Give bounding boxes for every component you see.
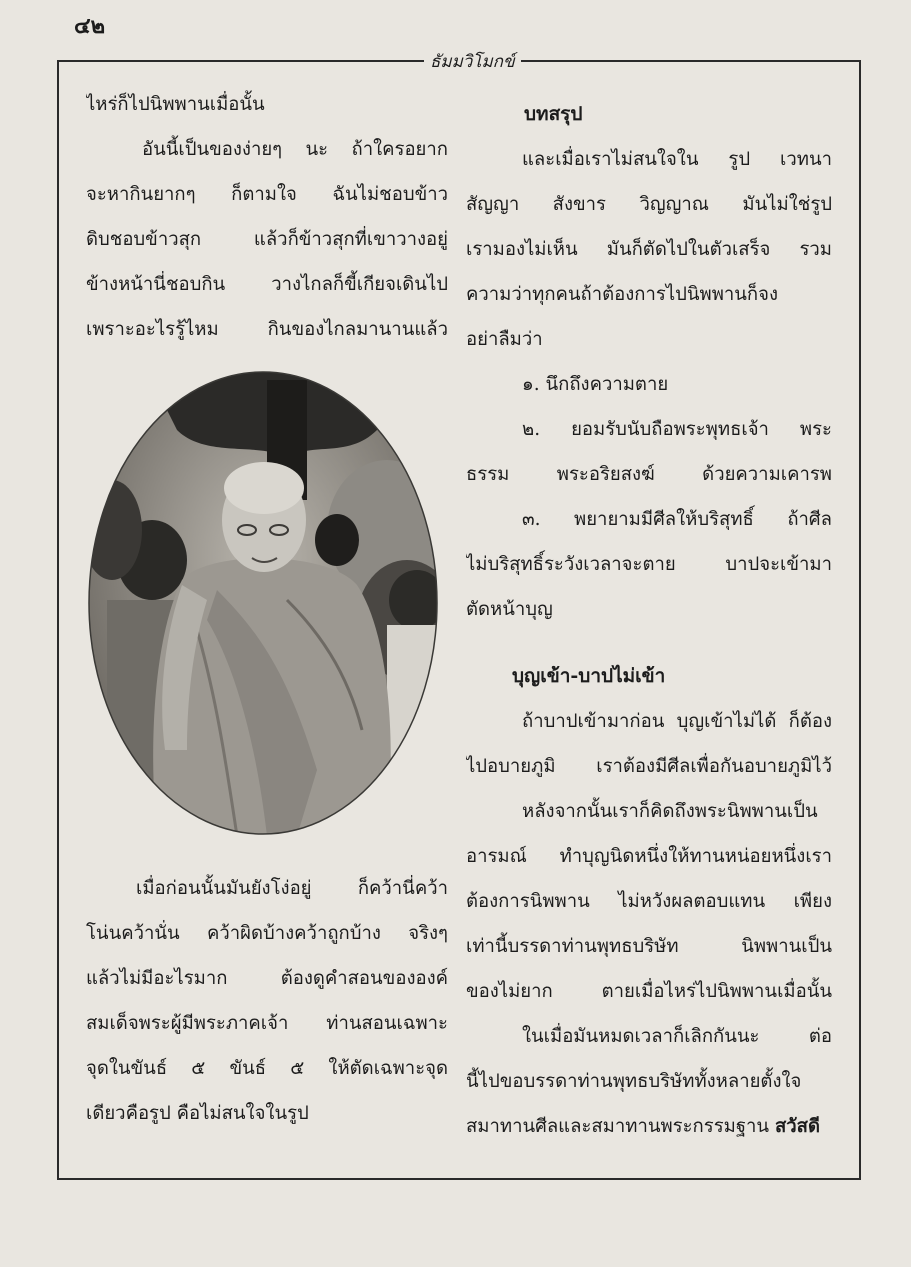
left-column-top (86, 82, 448, 352)
text-line: เมื่อก่อนนั้นมันยังโง่อยู่ ก็คว้านี่คว้า (136, 878, 448, 899)
text-line: ไหร่ก็ไปนิพพานเมื่อนั้น (86, 94, 265, 115)
text-line: จะหากินยากๆ ก็ตามใจ ฉันไม่ชอบข้าว (86, 184, 448, 205)
section-heading: บทสรุป (524, 103, 583, 125)
text-line: เดียวคือรูป คือไม่สนใจในรูป (86, 1103, 309, 1124)
text-line: สมเด็จพระผู้มีพระภาคเจ้า ท่านสอนเฉพาะ (86, 1013, 448, 1034)
text-line: ๒. ยอมรับนับถือพระพุทธเจ้า พระ (522, 419, 832, 440)
section-heading: บุญเข้า-บาปไม่เข้า (512, 665, 666, 687)
closing-line (466, 1104, 832, 1149)
text-line: สัญญา สังขาร วิญญาณ มันไม่ใช่รูป (466, 194, 832, 215)
text-line: เพราะอะไรรู้ไหม กินของไกลมานานแล้ว (86, 319, 448, 340)
text-line: จุดในขันธ์ ๕ ขันธ์ ๕ ให้ตัดเฉพาะจุด (86, 1058, 448, 1079)
text-line: ถ้าบาปเข้ามาก่อน บุญเข้าไม่ได้ ก็ต้อง (522, 711, 832, 732)
text-line: ไปอบายภูมิ เราต้องมีศีลเพื่อกันอบายภูมิไว้ (466, 756, 832, 777)
right-column-section-2 (466, 654, 832, 1149)
text-line: อันนี้เป็นของง่ายๆ นะ ถ้าใครอยาก (142, 139, 448, 160)
text-line: ตัดหน้าบุญ (466, 599, 553, 620)
text-line: ดิบชอบข้าวสุก แล้วก็ข้าวสุกที่เขาวางอยู่ (86, 229, 448, 250)
text-line: ต้องการนิพพาน ไม่หวังผลตอบแทน เพียง (466, 891, 832, 912)
text-line: อารมณ์ ทำบุญนิดหนึ่งให้ทานหน่อยหนึ่งเรา (466, 846, 832, 867)
page-number: ๔๒ (74, 13, 106, 39)
closing-text: สมาทานศีลและสมาทานพระกรรมฐาน (466, 1116, 770, 1137)
closing-greeting: สวัสดี (774, 1116, 820, 1137)
text-line: และเมื่อเราไม่สนใจใน รูป เวทนา (522, 149, 832, 170)
text-line: โน่นคว้านั่น คว้าผิดบ้างคว้าถูกบ้าง จริงๆ (86, 923, 448, 944)
text-line: ข้างหน้านี่ชอบกิน วางไกลก็ขี้เกียจเดินไป (86, 274, 448, 295)
text-line: ๓. พยายามมีศีลให้บริสุทธิ์ ถ้าศีล (522, 509, 832, 530)
monk-photo (87, 370, 439, 836)
text-line: ของไม่ยาก ตายเมื่อไหร่ไปนิพพานเมื่อนั้น (466, 981, 832, 1002)
text-line: ไม่บริสุทธิ์ระวังเวลาจะตาย บาปจะเข้ามา (466, 554, 832, 575)
text-line: แล้วไม่มีอะไรมาก ต้องดูคำสอนขององค์ (86, 968, 448, 989)
running-header: ธัมมวิโมกข์ (424, 48, 521, 75)
right-column (466, 92, 832, 632)
text-line: นี้ไปขอบรรดาท่านพุทธบริษัททั้งหลายตั้งใจ (466, 1071, 802, 1092)
text-line: หลังจากนั้นเราก็คิดถึงพระนิพพานเป็น (522, 801, 818, 822)
text-line: ในเมื่อมันหมดเวลาก็เลิกกันนะ ต่อ (522, 1026, 832, 1047)
monk-photo-illustration (87, 370, 439, 836)
left-column-bottom (86, 866, 448, 1136)
text-line: เรามองไม่เห็น มันก็ตัดไปในตัวเสร็จ รวม (466, 239, 832, 260)
text-line: อย่าลืมว่า (466, 329, 543, 350)
text-line: ธรรม พระอริยสงฆ์ ด้วยความเคารพ (466, 464, 832, 485)
text-line: ๑. นึกถึงความตาย (522, 374, 669, 395)
text-line: เท่านี้บรรดาท่านพุทธบริษัท นิพพานเป็น (466, 936, 832, 957)
text-line: ความว่าทุกคนถ้าต้องการไปนิพพานก็จง (466, 284, 779, 305)
